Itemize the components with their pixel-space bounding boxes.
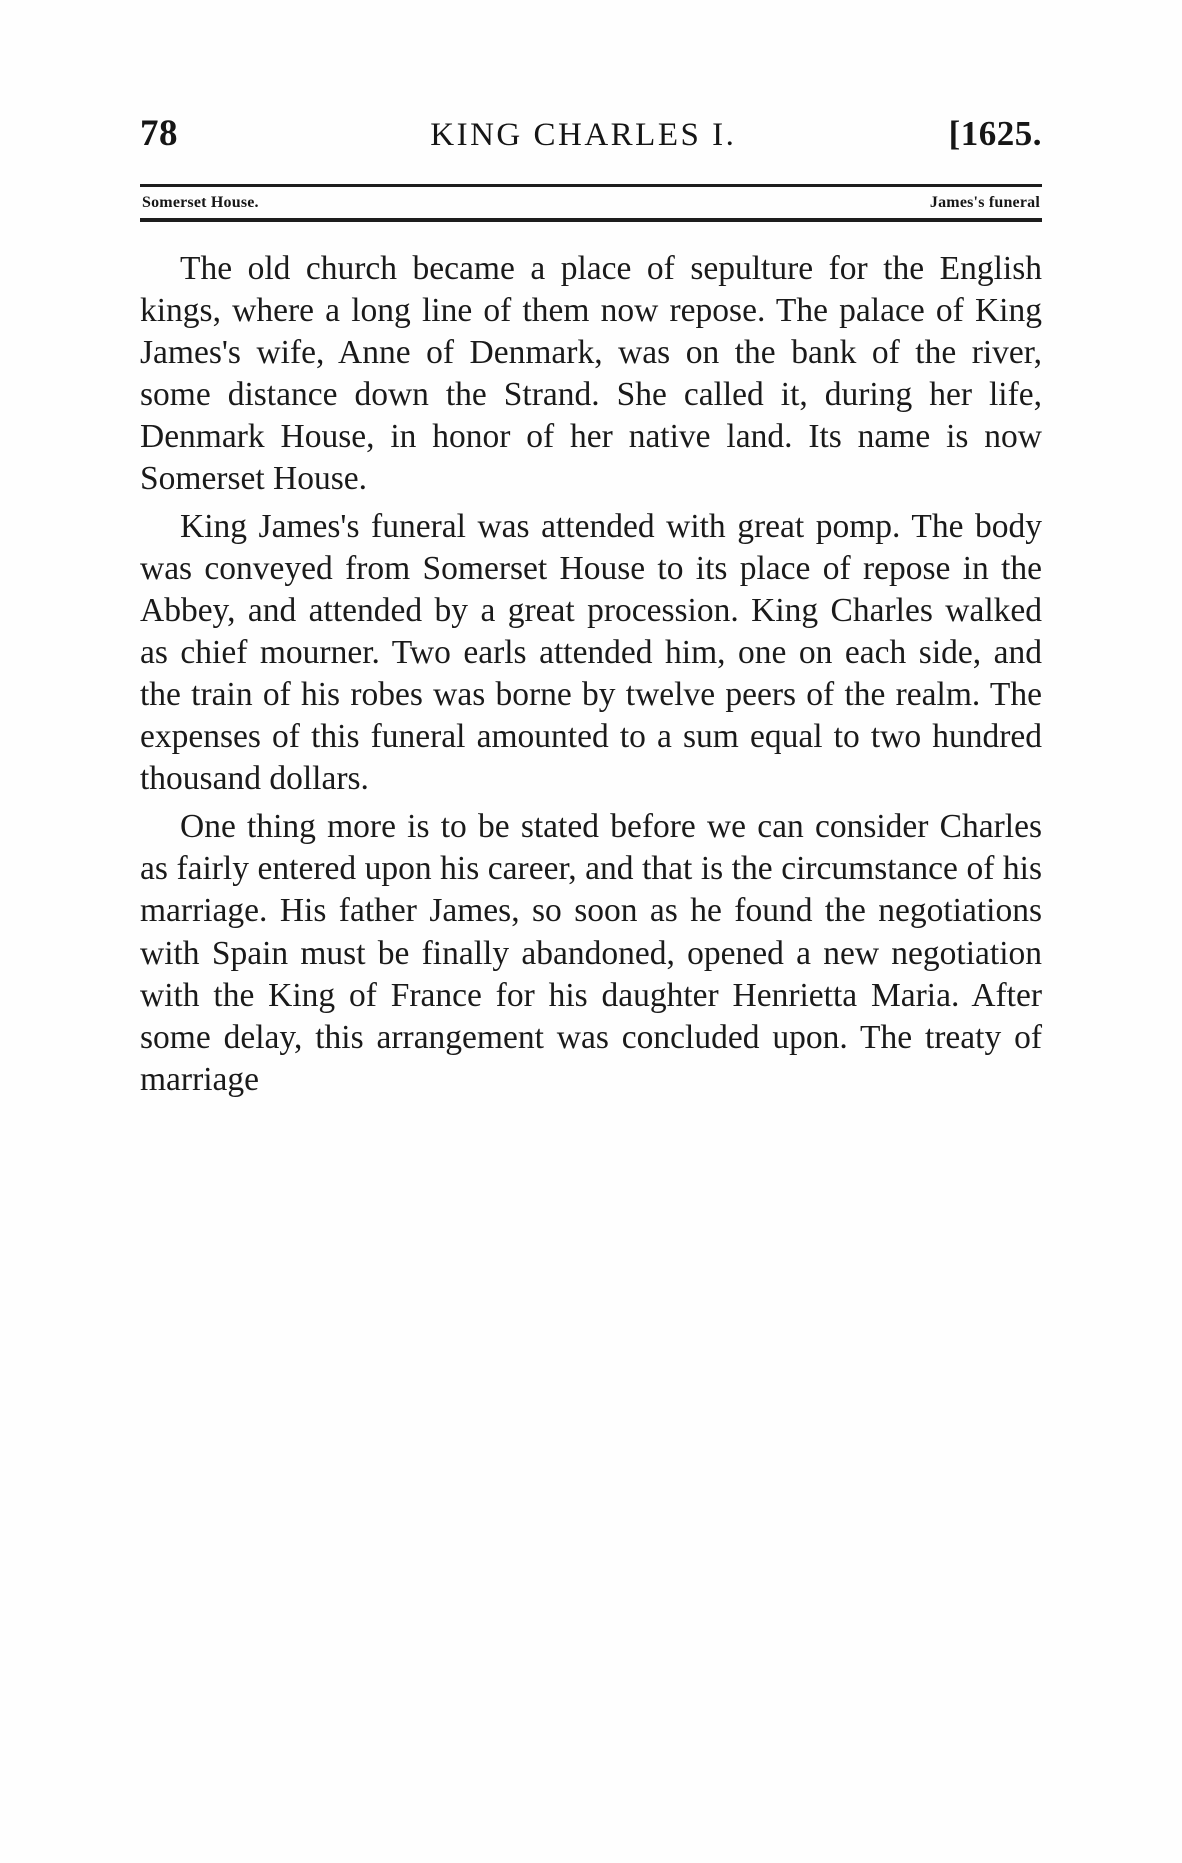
- running-head-year: [1625.: [948, 114, 1042, 153]
- body-text: [140, 248, 1042, 1101]
- sidenote-left: Somerset House.: [142, 194, 259, 211]
- running-head-title-text: KING CHARLES I.: [430, 117, 737, 153]
- page-number: 78: [140, 113, 178, 154]
- sidenote-row: [140, 187, 1042, 218]
- sidenote-right: James's funeral: [929, 194, 1040, 211]
- paragraph: One thing more is to be stated before we can consider Charles as fairly entered upon his career, and that is the circumstance of his marriage. His father James, so soon as he found the negotiations with Spain must be finally abandoned, opened a new negotiation with the King of France for his daughter Henrietta Maria. After some delay, this arrangement was concluded upon. The treaty of marriage: [140, 808, 1042, 1098]
- header-rule-bottom: [140, 218, 1042, 222]
- page-content: [140, 112, 1042, 1103]
- running-head: [140, 112, 1042, 168]
- running-head-title: [430, 117, 736, 154]
- paragraph: King James's funeral was attended with great pomp. The body was conveyed from Somerset House to its place of repose in the Abbey, and attended by a great procession. King Charles walked as chief mourner. Two earls attended him, one on each side, and the train of his robes was borne by twelve peers of the realm. The expenses of this funeral amounted to a sum equal to two hundred thousand dollars.: [140, 508, 1042, 798]
- paragraph: The old church became a place of sepulture for the English kings, where a long line of them now repose. The palace of King James's wife, Anne of Denmark, was on the bank of the river, some distance down the Strand. She called it, during her life, Denmark House, in honor of her native land. Its name is now Somerset House.: [140, 250, 1042, 498]
